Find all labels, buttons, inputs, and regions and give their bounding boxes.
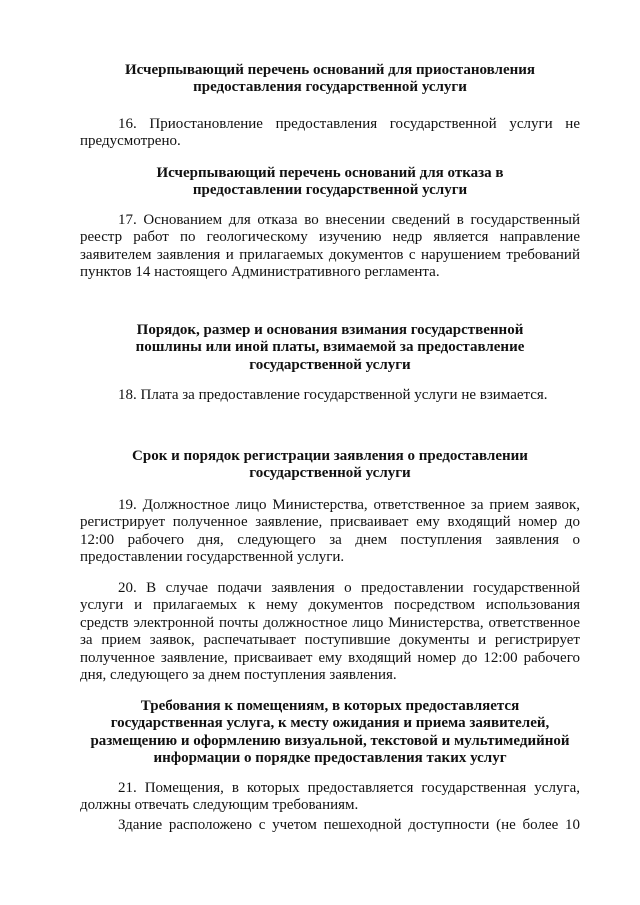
- heading-line: пошлины или иной платы, взимаемой за предоставление: [135, 339, 525, 356]
- paragraph-21: [80, 780, 580, 815]
- paragraph-line: 18. Плата за предоставление государственной услуги не взимается.: [118, 387, 548, 403]
- paragraph-line: Здание расположено с учетом пешеходной доступности (не более 10: [118, 817, 580, 833]
- heading-line: предоставления государственной услуги: [193, 79, 467, 96]
- heading-line: Порядок, размер и основания взимания государственной: [136, 322, 524, 338]
- paragraph-line: средств электронной почты должностное лицо Министерства, ответственное: [80, 614, 580, 631]
- paragraph-19: [80, 497, 580, 567]
- paragraph-line: полученное заявление, присваивает ему входящий номер до 12:00 рабочего: [80, 649, 580, 666]
- paragraph-20: [80, 580, 580, 684]
- paragraph-line: 20. В случае подачи заявления о предоставлении государственной: [118, 580, 580, 596]
- heading-registration-terms: [80, 448, 580, 483]
- heading-line: Исчерпывающий перечень оснований для приостановления: [124, 62, 536, 78]
- heading-line: государственная услуга, к месту ожидания и приема заявителей,: [110, 715, 550, 732]
- paragraph-line: должны отвечать следующим требованиям.: [80, 797, 359, 814]
- heading-line: Исчерпывающий перечень оснований для отказа в: [156, 165, 504, 181]
- paragraph-line: пунктов 14 настоящего Административного регламента.: [80, 264, 440, 281]
- heading-line: Требования к помещениям, в которых предоставляется: [140, 698, 520, 714]
- paragraph-18: [80, 387, 580, 404]
- paragraph-line: предусмотрено.: [80, 133, 181, 150]
- paragraph-line: 12:00 рабочего дня, следующего за днем поступления заявления о: [80, 531, 580, 548]
- paragraph-building-location: [80, 817, 580, 834]
- heading-line: размещению и оформлению визуальной, текстовой и мультимедийной: [90, 732, 570, 749]
- paragraph-16: [80, 116, 580, 151]
- paragraph-line: реестр работ по геологическому изучению недр является направление: [80, 229, 580, 246]
- heading-line: Срок и порядок регистрации заявления о предоставлении: [132, 448, 528, 464]
- paragraph-line: за прием заявок, распечатывает поступившие документы и регистрирует: [80, 632, 580, 649]
- heading-refusal-grounds: [80, 165, 580, 200]
- heading-suspension-grounds: [80, 62, 580, 97]
- paragraph-line: 17. Основанием для отказа во внесении сведений в государственный: [118, 212, 580, 228]
- paragraph-17: [80, 212, 580, 282]
- heading-line: предоставлении государственной услуги: [192, 182, 468, 199]
- heading-fee-procedure: [80, 322, 580, 374]
- heading-line: государственной услуги: [249, 356, 411, 373]
- heading-line: государственной услуги: [249, 465, 411, 482]
- paragraph-line: регистрирует полученное заявление, присваивает ему входящий номер до: [80, 514, 580, 531]
- heading-line: информации о порядке предоставления таких услуг: [153, 750, 507, 767]
- paragraph-line: дня, следующего за днем поступления заявления.: [80, 667, 397, 684]
- paragraph-line: 21. Помещения, в которых предоставляется государственная услуга,: [118, 780, 580, 796]
- paragraph-line: 16. Приостановление предоставления государственной услуги не: [118, 116, 580, 132]
- paragraph-line: 19. Должностное лицо Министерства, ответственное за прием заявок,: [118, 497, 580, 513]
- heading-premises-requirements: [80, 698, 580, 768]
- paragraph-line: услуги и прилагаемых к нему документов посредством использования: [80, 597, 580, 614]
- paragraph-line: заявителем заявления и прилагаемых документов с нарушением требований: [80, 246, 580, 263]
- paragraph-line: предоставлении государственной услуги.: [80, 549, 345, 566]
- document-page: [80, 0, 580, 905]
